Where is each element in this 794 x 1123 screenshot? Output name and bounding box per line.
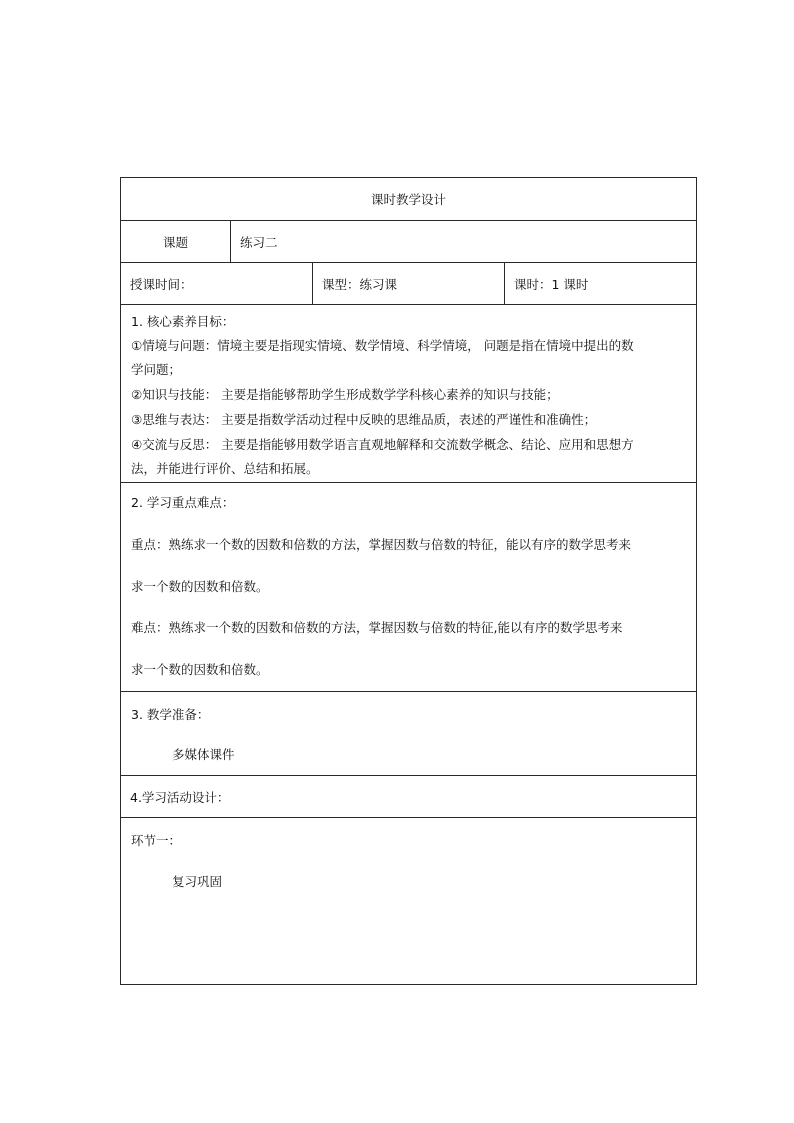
stage-item: 复习巩固 bbox=[172, 874, 223, 889]
lesson-hours-label: 课时：1 课时 bbox=[514, 276, 589, 292]
key-point-line: 重点：熟练求一个数的因数和倍数的方法，掌握因数与倍数的特征，能以有序的数学思考来 bbox=[131, 537, 632, 552]
key-point-line: 求一个数的因数和倍数。 bbox=[131, 579, 269, 594]
key-points-heading: 2. 学习重点难点： bbox=[131, 495, 235, 510]
class-time-label: 授课时间： bbox=[121, 263, 313, 304]
topic-value: 练习二 bbox=[240, 234, 278, 250]
goal-line: 学问题； bbox=[131, 362, 182, 377]
goal-line: 法，并能进行评价、总结和拓展。 bbox=[131, 461, 319, 476]
topic-label: 课题 bbox=[121, 221, 231, 262]
stage-section bbox=[121, 818, 696, 984]
page-title: 课时教学设计 bbox=[370, 192, 446, 207]
prep-heading: 3. 教学准备： bbox=[131, 707, 210, 722]
prep-item: 多媒体课件 bbox=[172, 747, 235, 762]
prep-section bbox=[121, 692, 696, 776]
goals-heading: 1. 核心素养目标： bbox=[131, 314, 235, 329]
meta-row bbox=[121, 263, 696, 305]
activity-row bbox=[121, 776, 696, 818]
key-points-section bbox=[121, 483, 696, 692]
goal-line: ④交流与反思： 主要是指能够用数学语言直观地解释和交流数学概念、结论、应用和思想方 bbox=[131, 437, 634, 452]
difficulty-line: 难点：熟练求一个数的因数和倍数的方法，掌握因数与倍数的特征,能以有序的数学思考来 bbox=[131, 620, 623, 635]
lesson-plan-table bbox=[120, 177, 697, 985]
goal-line: ③思维与表达： 主要是指数学活动过程中反映的思维品质，表述的严谨性和准确性； bbox=[131, 412, 597, 427]
stage-heading: 环节一： bbox=[131, 833, 182, 848]
goals-section bbox=[121, 305, 696, 483]
difficulty-line: 求一个数的因数和倍数。 bbox=[131, 662, 269, 677]
activity-heading: 4.学习活动设计： bbox=[130, 789, 230, 805]
title-row bbox=[121, 178, 696, 221]
lesson-type-label: 课型：练习课 bbox=[313, 263, 505, 304]
goal-line: ①情境与问题：情境主要是指现实情境、数学情境、科学情境， 问题是指在情境中提出的数 bbox=[131, 338, 634, 353]
topic-row bbox=[121, 221, 696, 263]
goal-line: ②知识与技能： 主要是指能够帮助学生形成数学学科核心素养的知识与技能； bbox=[131, 387, 559, 402]
